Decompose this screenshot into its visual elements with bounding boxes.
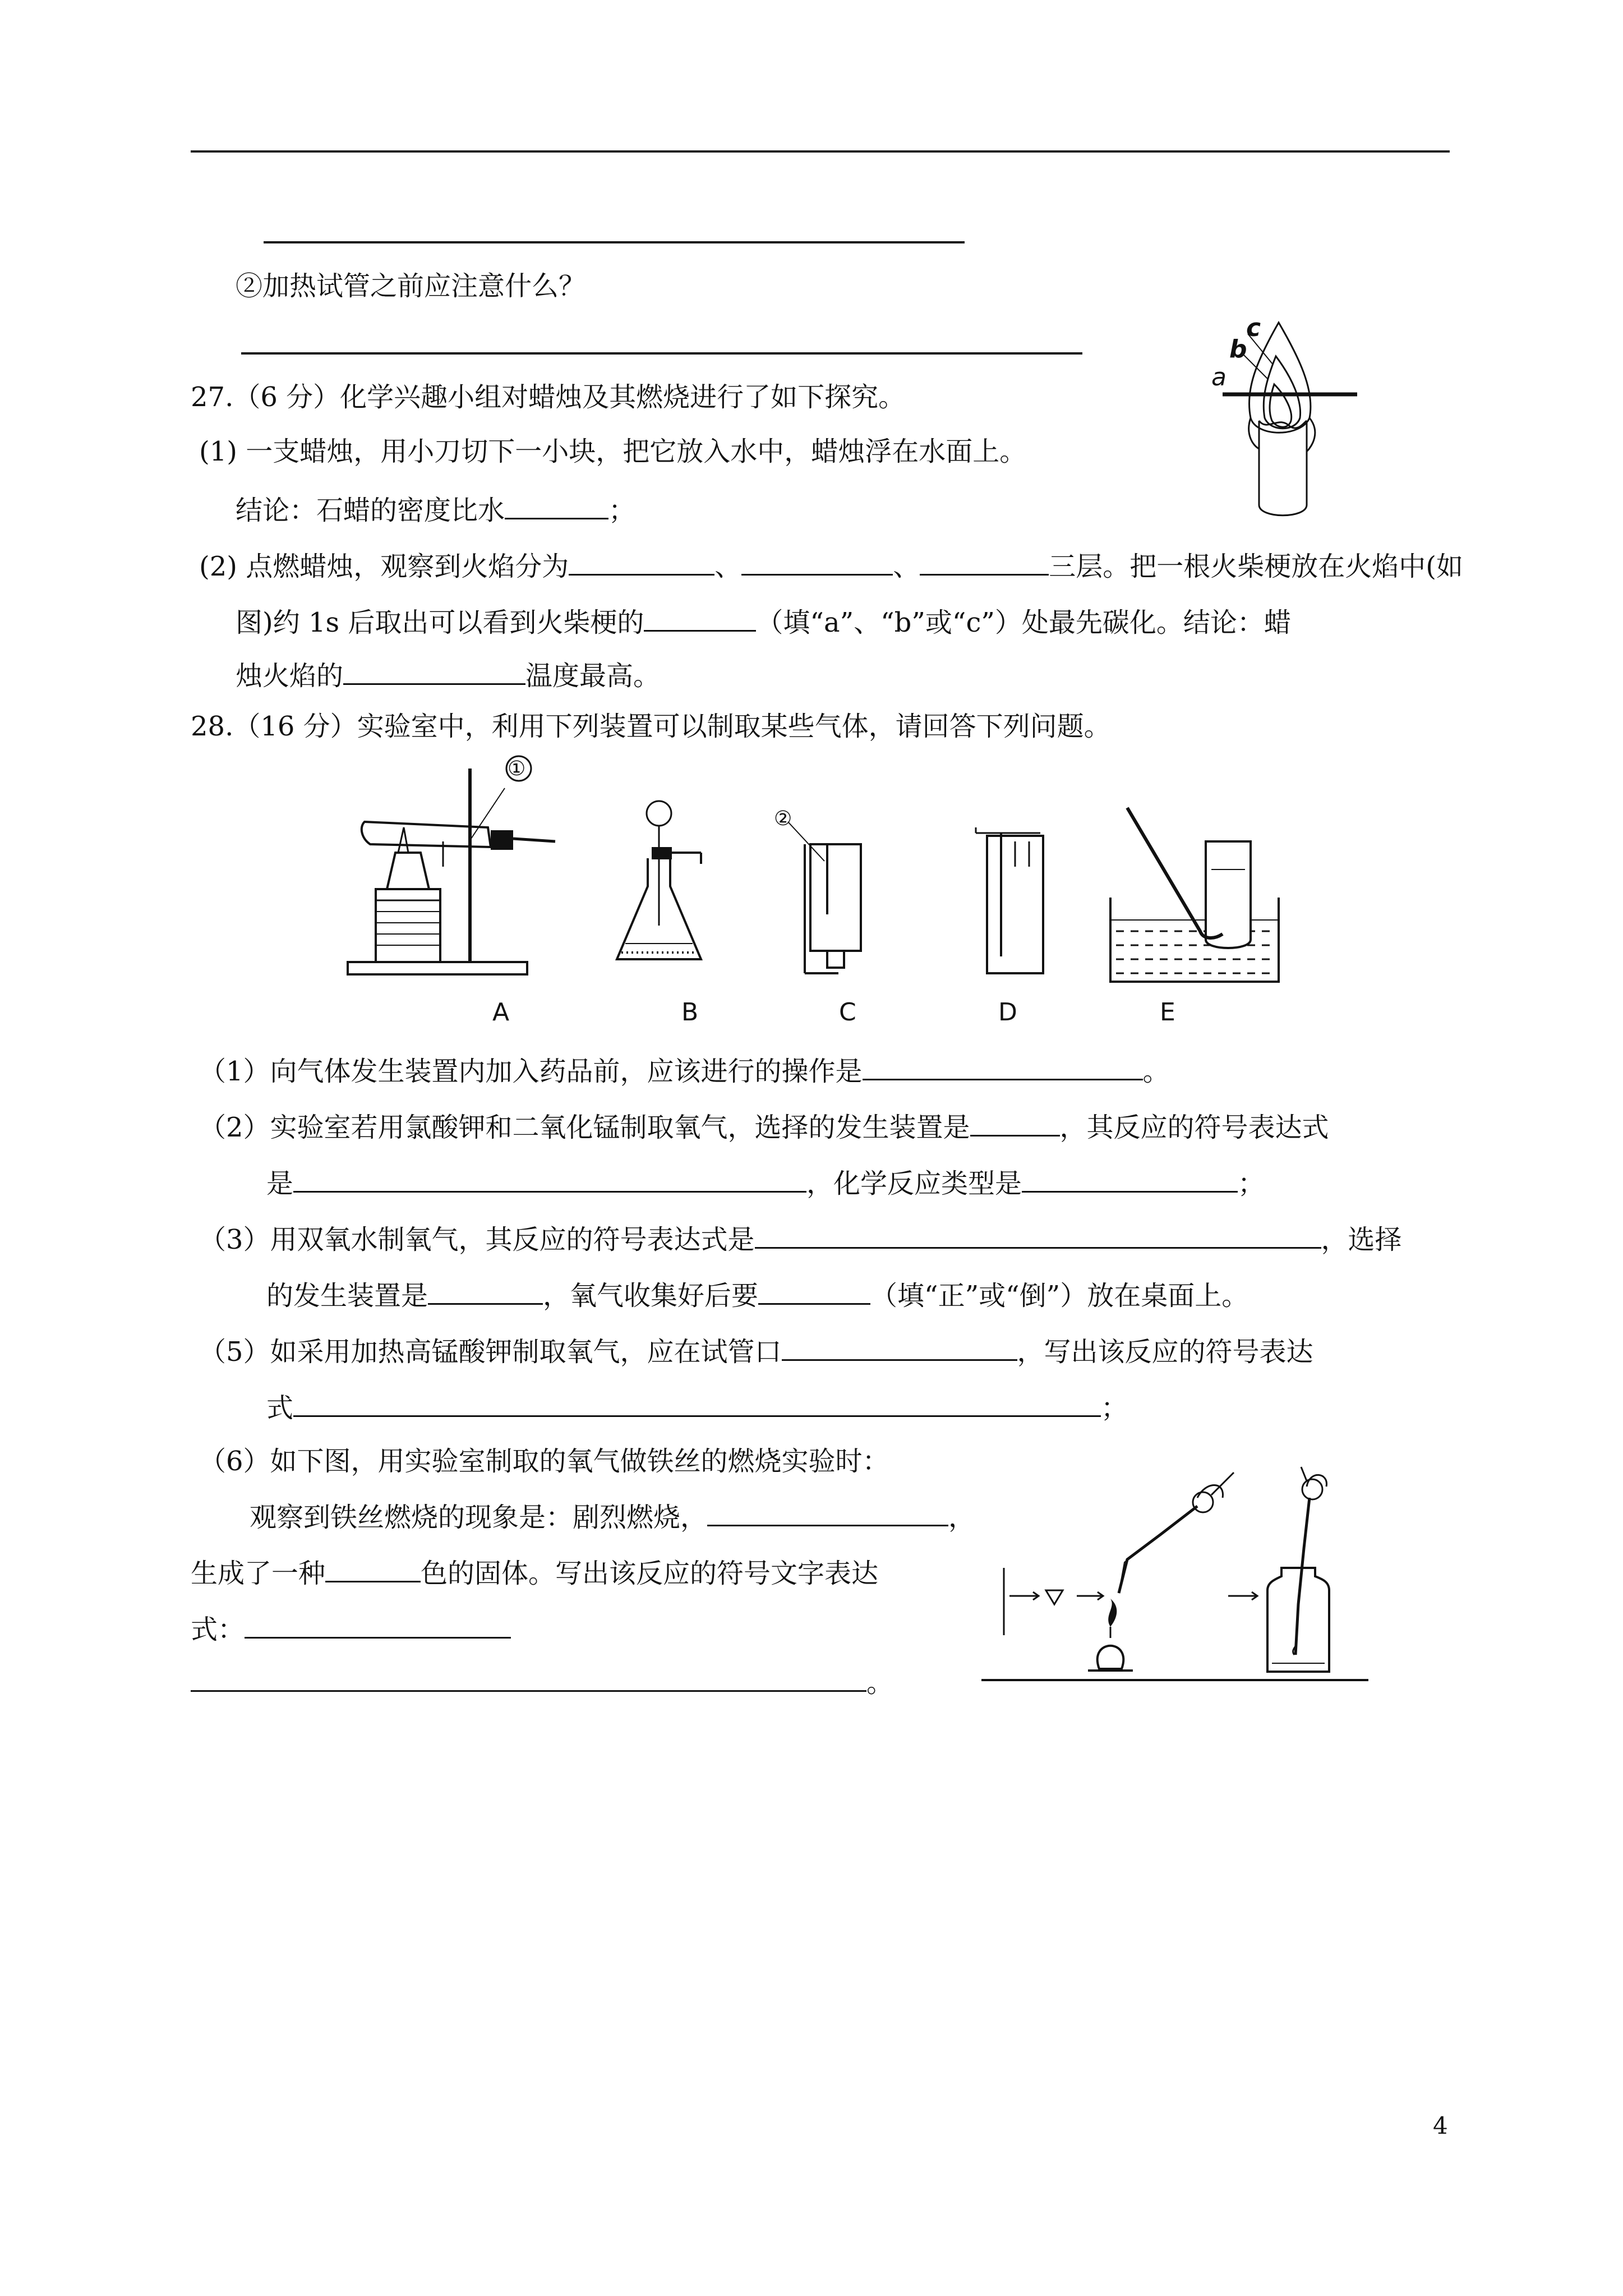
question-text: 观察到铁丝燃烧的现象是：剧烈燃烧， [250, 1502, 708, 1533]
answer-blank[interactable] [325, 1554, 421, 1582]
apparatus-label-a: A [492, 998, 510, 1027]
answer-blank[interactable] [758, 1276, 870, 1305]
q27-part2-text: （填“a”、“b”或“c”）处最先碳化。结论：蜡 [756, 607, 1291, 638]
question-text: 的发生装置是 [266, 1280, 428, 1312]
answer-blank[interactable] [428, 1276, 543, 1305]
conclusion-text: 结论：石蜡的密度比水 [236, 495, 505, 526]
q28-q5-line1 [199, 1332, 1313, 1369]
q28-q3-line2 [266, 1276, 1248, 1313]
q28-q5-line2 [266, 1388, 1128, 1425]
answer-blank[interactable] [970, 1108, 1060, 1137]
flame-label-c: c [1246, 314, 1261, 342]
answer-blank[interactable] [755, 1220, 1321, 1249]
q27-part2-text: 三层。把一根火柴梗放在火焰中(如 [1049, 551, 1464, 582]
punct: 、 [714, 551, 742, 582]
q27-title: 27.（6 分）化学兴趣小组对蜡烛及其燃烧进行了如下探究。 [191, 381, 906, 413]
question-text: （1）向气体发生装置内加入药品前，应该进行的操作是 [199, 1056, 863, 1087]
answer-blank[interactable] [782, 1332, 1017, 1361]
answer-blank[interactable] [293, 1388, 1101, 1417]
punct: 。 [866, 1667, 894, 1699]
q27-part2-line3 [236, 656, 660, 693]
apparatus-label-b: B [681, 998, 699, 1027]
q28-q1 [199, 1052, 1170, 1088]
answer-blank[interactable] [569, 547, 714, 576]
q28-q2-line1 [199, 1108, 1329, 1144]
question-text: 式： [191, 1614, 245, 1645]
q27-conclusion [236, 491, 635, 527]
question-text: ，氧气收集好后要 [543, 1280, 759, 1312]
flame-label-b: b [1229, 335, 1247, 364]
answer-blank[interactable] [1022, 1164, 1238, 1193]
apparatus-label-c: C [839, 998, 856, 1027]
punct: ； [1238, 1168, 1265, 1199]
q28-q6-intro: （6）如下图，用实验室制取的氧气做铁丝的燃烧实验时： [199, 1446, 889, 1477]
question-text: 色的固体。写出该反应的符号文字表达 [421, 1558, 879, 1589]
question-text: ，化学反应类型是 [806, 1168, 1022, 1199]
q27-part2-text: 图)约 1s 后取出可以看到火柴梗的 [236, 607, 644, 638]
question-text: （填“正”或“倒”）放在桌面上。 [870, 1280, 1249, 1312]
answer-blank[interactable] [505, 491, 608, 519]
question-text: ，选择 [1321, 1224, 1402, 1255]
flame-label-a: a [1211, 363, 1227, 392]
q28-q6-line2 [191, 1554, 878, 1590]
iron-wire-figure [976, 1464, 1380, 1688]
apparatus-d [970, 822, 1060, 984]
answer-blank[interactable] [741, 547, 893, 576]
q27-part2-text: (2) 点燃蜡烛，观察到火焰分为 [199, 551, 569, 582]
header-rule [191, 150, 1450, 153]
question-text: 式 [266, 1392, 294, 1424]
q28-q6-line4 [191, 1663, 893, 1700]
answer-blank[interactable] [707, 1498, 948, 1526]
marker-2: ② [774, 807, 792, 830]
q27-part2-line1 [199, 547, 1463, 583]
punct: ； [608, 495, 636, 526]
answer-blank[interactable] [293, 1164, 806, 1193]
answer-blank[interactable] [241, 352, 1082, 355]
question-text: ，写出该反应的符号表达 [1017, 1336, 1313, 1368]
answer-blank[interactable] [863, 1052, 1143, 1080]
question-text: （2）实验室若用氯酸钾和二氧化锰制取氧气，选择的发生装置是 [199, 1112, 970, 1143]
page-number: 4 [1433, 2112, 1448, 2139]
answer-blank[interactable] [343, 656, 525, 685]
answer-blank[interactable] [245, 1610, 511, 1639]
question-text: 是 [266, 1168, 294, 1199]
q28-q2-line2 [266, 1164, 1265, 1200]
apparatus-label-d: D [998, 998, 1017, 1027]
q27-part1: (1) 一支蜡烛，用小刀切下一小块，把它放入水中，蜡烛浮在水面上。 [199, 436, 1027, 467]
question-text: 生成了一种 [191, 1558, 326, 1589]
q28-q3-line1 [199, 1220, 1402, 1257]
question-text: ，其反应的符号表达式 [1059, 1112, 1329, 1143]
q28-q6-line3 [191, 1610, 511, 1646]
question-text: （5）如采用加热高锰酸钾制取氧气，应在试管口 [199, 1336, 782, 1368]
q27-part2-text: 烛火焰的 [236, 660, 344, 692]
punct: ， [948, 1502, 976, 1533]
punct: ； [1101, 1392, 1128, 1424]
apparatus-c [771, 811, 872, 990]
q27-part2-line2 [236, 603, 1291, 639]
apparatus-e [1105, 797, 1290, 987]
q28-title: 28.（16 分）实验室中，利用下列装置可以制取某些气体，请回答下列问题。 [191, 711, 1111, 742]
q27-part2-text: 温度最高。 [525, 660, 661, 692]
question-text: （3）用双氧水制氧气，其反应的符号表达式是 [199, 1224, 755, 1255]
answer-blank[interactable] [264, 241, 965, 243]
punct: 、 [893, 551, 920, 582]
answer-blank[interactable] [644, 603, 756, 632]
q28-q6-line1 [250, 1498, 975, 1534]
apparatus-b [611, 797, 712, 982]
q26-sub2: ②加热试管之前应注意什么？ [236, 270, 586, 302]
punct: 。 [1142, 1056, 1170, 1087]
apparatus-label-e: E [1160, 998, 1175, 1027]
apparatus-a [342, 754, 578, 979]
marker-1: ① [508, 757, 526, 780]
answer-blank[interactable] [191, 1663, 866, 1692]
answer-blank[interactable] [920, 547, 1049, 576]
